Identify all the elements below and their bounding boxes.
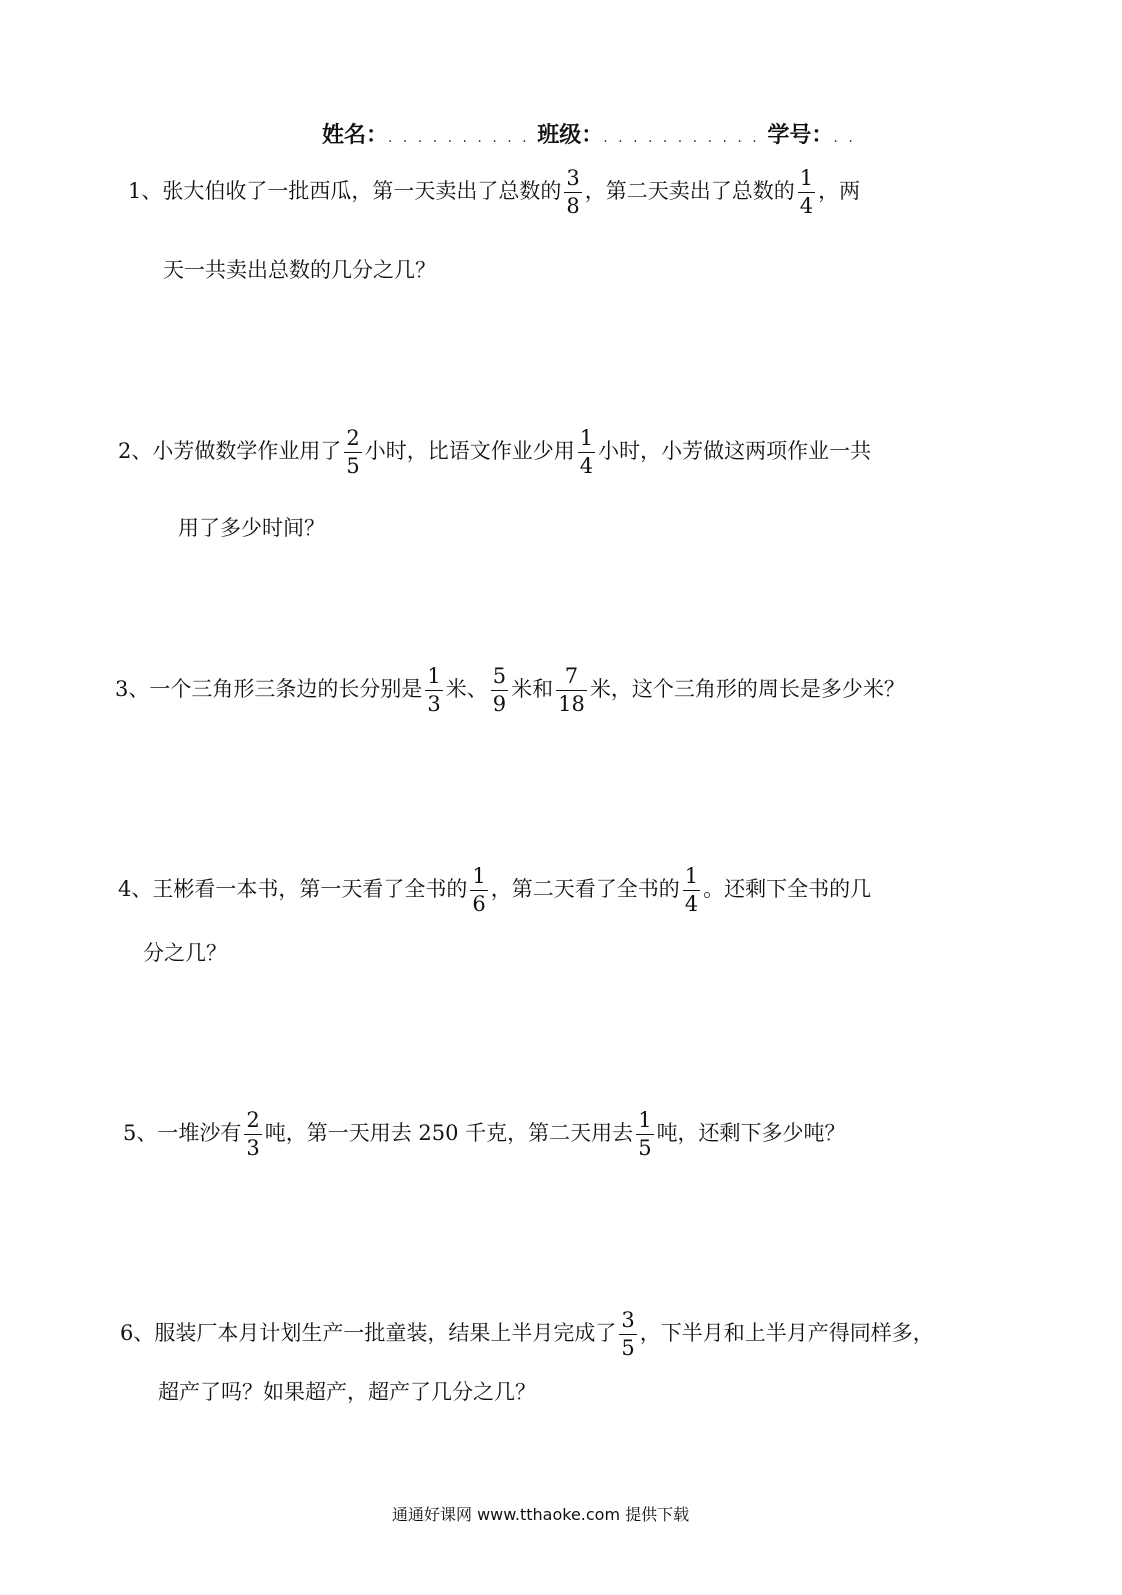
numerator: 1: [579, 426, 594, 450]
numerator: 2: [346, 426, 360, 450]
student-id-label: 学号：: [767, 123, 834, 148]
fraction: [244, 1110, 261, 1159]
fraction: [344, 428, 361, 477]
fraction: [491, 666, 508, 715]
denominator: 9: [492, 692, 507, 716]
denominator: 6: [472, 892, 486, 916]
numerator: 1: [427, 664, 441, 688]
student-id-blank[interactable]: . .: [833, 130, 856, 146]
class-label: 班级：: [537, 123, 604, 148]
fraction: [564, 168, 581, 217]
question-text: 吨，第一天用去 250 千克，第二天用去: [264, 1121, 634, 1145]
denominator: 5: [346, 454, 360, 478]
question-1-line-1: [128, 168, 860, 217]
question-2-line-2: 用了多少时间？: [178, 516, 325, 540]
denominator: 18: [558, 692, 585, 716]
numerator: 5: [492, 664, 507, 688]
fraction: [556, 666, 587, 715]
question-text: 1、张大伯收了一批西瓜，第一天卖出了总数的: [128, 179, 562, 203]
question-text: 2、小芳做数学作业用了: [118, 439, 342, 463]
question-text: 米和: [511, 677, 554, 701]
question-text: 5、一堆沙有: [123, 1121, 242, 1145]
name-label: 姓名：: [322, 123, 389, 148]
question-text: 小时，小芳做这两项作业一共: [598, 439, 872, 463]
question-2-line-1: [118, 428, 871, 477]
numerator: 1: [472, 864, 486, 888]
denominator: 4: [579, 454, 594, 478]
fraction: [470, 866, 487, 915]
question-text: ，两: [818, 179, 861, 203]
denominator: 8: [566, 194, 580, 218]
question-text: 4、王彬看一本书，第一天看了全书的: [118, 877, 468, 901]
question-3-line-1: [115, 666, 905, 715]
question-text: 。还剩下全书的几: [703, 877, 872, 901]
question-text: ，下半月和上半月产得同样多，: [639, 1321, 934, 1345]
denominator: 4: [799, 194, 814, 218]
question-text: ，第二天卖出了总数的: [584, 179, 795, 203]
numerator: 2: [246, 1108, 260, 1132]
question-6-line-2: 超产了吗？如果超产，超产了几分之几？: [158, 1380, 536, 1404]
question-5-line-1: [123, 1110, 846, 1159]
numerator: 1: [638, 1108, 652, 1132]
question-6-line-1: [120, 1310, 934, 1359]
fraction: [425, 666, 442, 715]
question-text: 6、服装厂本月计划生产一批童装，结果上半月完成了: [120, 1321, 617, 1345]
question-text: ，第二天看了全书的: [490, 877, 680, 901]
numerator: 3: [566, 166, 580, 190]
question-text: 米、: [445, 677, 488, 701]
denominator: 5: [621, 1336, 635, 1360]
fraction: [798, 168, 815, 217]
name-blank[interactable]: . . . . . . . . . .: [388, 130, 530, 146]
numerator: 7: [564, 664, 579, 688]
fraction: [683, 866, 700, 915]
denominator: 5: [638, 1136, 652, 1160]
footer-source: 通通好课网 www.tthaoke.com 提供下载: [392, 1505, 690, 1524]
question-text: 吨，还剩下多少吨？: [656, 1121, 846, 1145]
denominator: 3: [427, 692, 441, 716]
class-blank[interactable]: . . . . . . . . . . .: [603, 130, 760, 146]
numerator: 3: [621, 1308, 635, 1332]
fraction: [619, 1310, 636, 1359]
question-text: 3、一个三角形三条边的长分别是: [115, 677, 423, 701]
question-text: 米，这个三角形的周长是多少米？: [589, 677, 905, 701]
fraction: [578, 428, 595, 477]
question-4-line-2: 分之几？: [143, 941, 227, 965]
question-1-line-2: 天一共卖出总数的几分之几？: [163, 258, 436, 282]
fraction: [636, 1110, 653, 1159]
student-info-header: [322, 118, 856, 149]
numerator: 1: [799, 166, 814, 190]
denominator: 4: [684, 892, 699, 916]
question-4-line-1: [118, 866, 871, 915]
denominator: 3: [246, 1136, 260, 1160]
question-text: 小时，比语文作业少用: [364, 439, 575, 463]
numerator: 1: [684, 864, 699, 888]
